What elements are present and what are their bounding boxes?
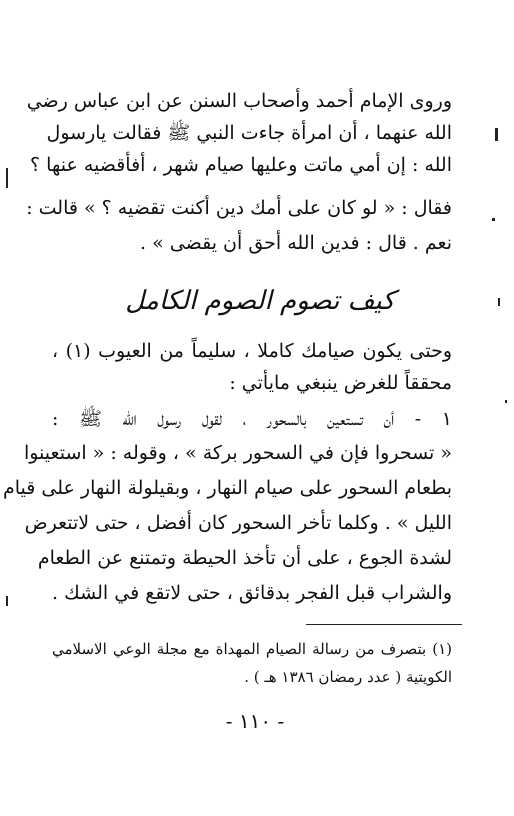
footnote-line-1: (١) بتصرف من رسالة الصيام المهداة مع مجلة الوعي الاسلامي xyxy=(52,640,452,658)
footnote-rule xyxy=(306,624,462,625)
body-line-4: فقال : « لو كان على أمك دين أكنت تقضيه ؟ » قالت : xyxy=(26,197,452,219)
body-line-1: وروى الإمام أحمد وأصحاب السنن عن ابن عباس رضي xyxy=(26,90,452,112)
section-heading: كيف تصوم الصوم الكامل xyxy=(125,286,395,316)
body-line-5: نعم . قال : فدين الله أحق أن يقضى » . xyxy=(140,232,452,254)
margin-speck xyxy=(6,596,8,606)
section-line-6: الليل » . وكلما تأخر السحور كان أفضل ، حتى لاتتعرض xyxy=(24,512,452,534)
section-line-4: « تسحروا فإن في السحور بركة » ، وقوله : « استعينوا xyxy=(23,442,452,464)
section-line-8: والشراب قبل الفجر بدقائق ، حتى لاتقع في الشك . xyxy=(52,582,452,604)
page-number: - ١١٠ - xyxy=(225,709,285,733)
section-line-2: محققاً للغرض ينبغي مايأتي : xyxy=(229,372,452,394)
footnote-line-2: الكويتية ( عدد رمضان ١٣٨٦ هـ ) . xyxy=(244,668,452,686)
margin-speck xyxy=(498,298,500,306)
margin-speck xyxy=(6,168,8,188)
margin-speck xyxy=(492,218,495,221)
section-line-5: بطعام السحور على صيام النهار ، وبقيلولة النهار على قيام xyxy=(2,477,452,499)
body-line-2: الله عنهما ، أن امرأة جاءت النبي ﷺ فقالت يارسول xyxy=(46,122,452,144)
section-line-3: ١ - أن تستعين بالسحور ، لقول رسول الله ﷺ : xyxy=(52,408,452,430)
margin-speck xyxy=(505,400,507,403)
section-line-7: لشدة الجوع ، على أن تأخذ الحيطة وتمتنع عن الطعام xyxy=(37,547,452,569)
margin-speck xyxy=(495,128,498,141)
body-line-3: الله : إن أمي ماتت وعليها صيام شهر ، أفأقضيه عنها ؟ xyxy=(30,154,452,176)
section-line-1: وحتى يكون صيامك كاملا ، سليماً من العيوب (١) ، xyxy=(52,340,452,362)
